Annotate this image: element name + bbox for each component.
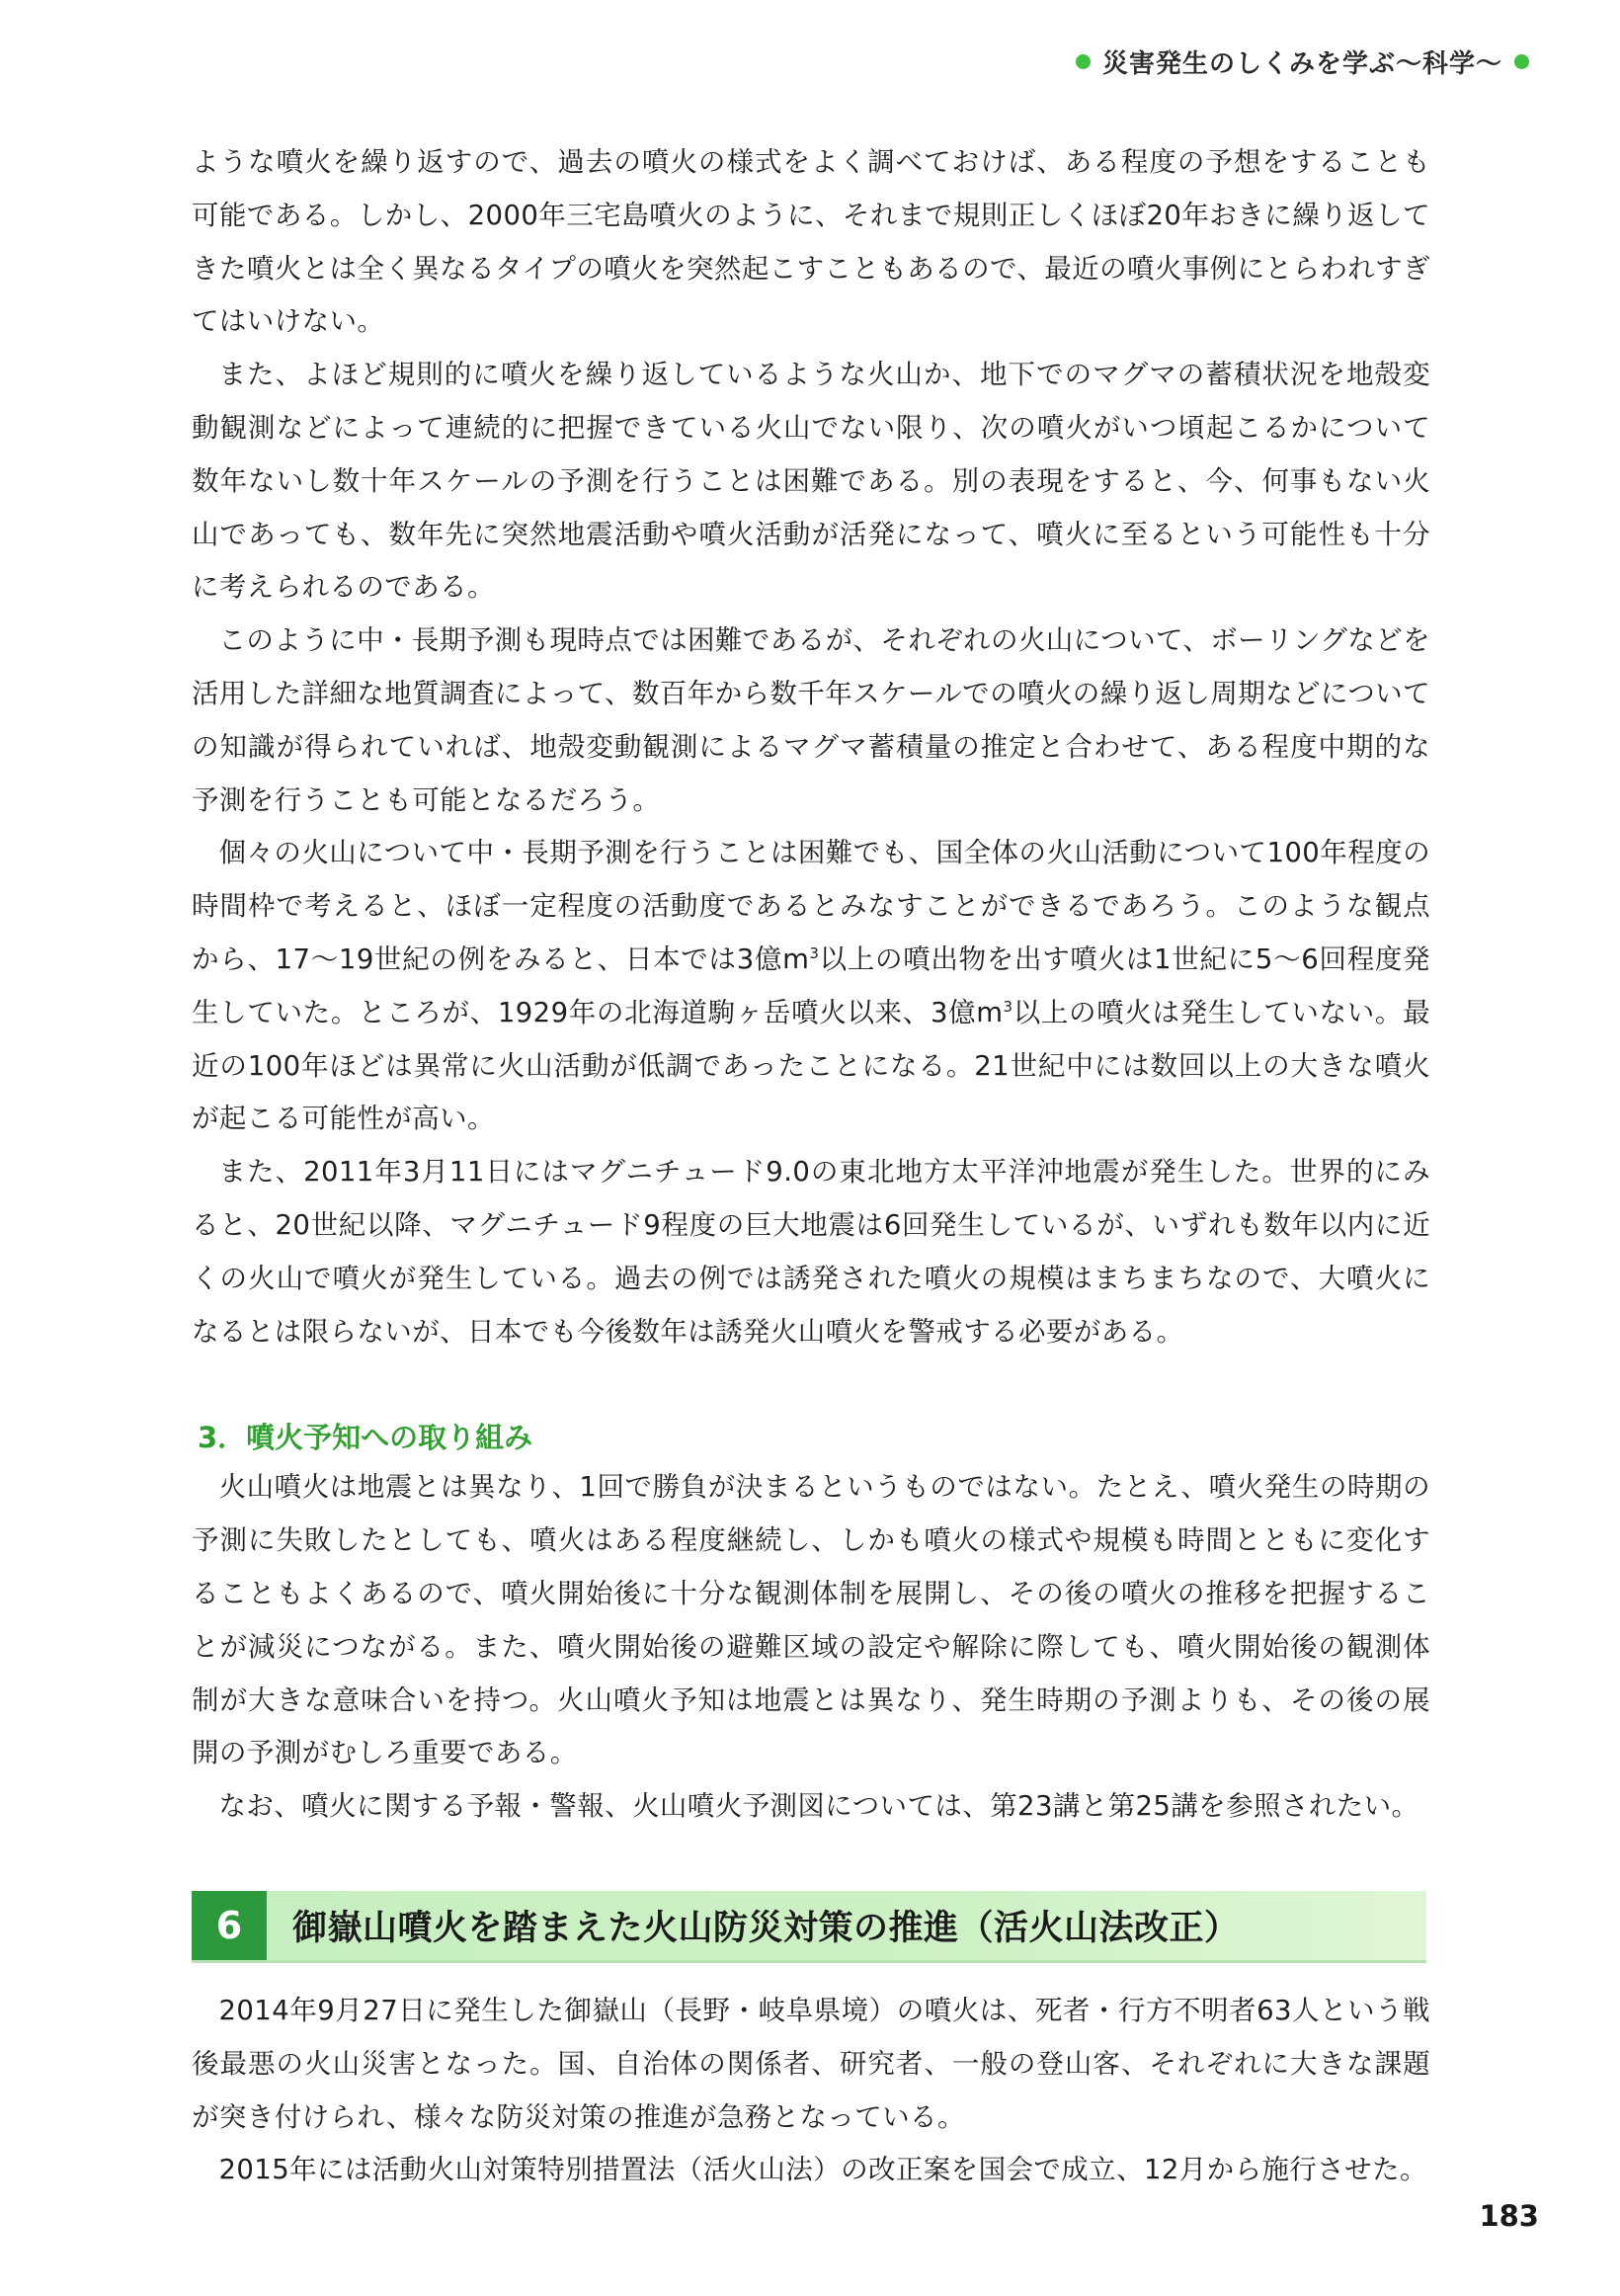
body-paragraph: 2014年9月27日に発生した御嶽山（長野・岐阜県境）の噴火は、死者・行方不明者63人という戦後最悪の火山災害となった。国、自治体の関係者、研究者、一般の登山客、それぞれに大きな課題が突き付けられ、様々な防災対策の推進が急務となっている。 (192, 1994, 1430, 2133)
subsection-heading: 3．噴火予知への取り組み (198, 1421, 533, 1455)
text-run: 以上の噴火は発生していない。最近の100年ほどは異常に火山活動が低調であったことになる。21世紀中には数回以上の大きな噴火が起こる可能性が高い。 (192, 996, 1430, 1135)
section-title: 御嶽山噴火を踏まえた火山防災対策の推進（活火山法改正） (292, 1908, 1240, 1948)
body-paragraph: また、2011年3月11日にはマグニチュード9.0の東北地方太平洋沖地震が発生した。世界的にみると、20世紀以降、マグニチュード9程度の巨大地震は6回発生しているが、いずれも数年以内に近くの火山で噴火が発生している。過去の例では誘発された噴火の規模はまちまちなので、大噴火になるとは限らないが、日本でも今後数年は誘発火山噴火を警戒する必要がある。 (192, 1156, 1430, 1348)
running-header (1076, 43, 1529, 80)
body-paragraph: ような噴火を繰り返すので、過去の噴火の様式をよく調べておけば、ある程度の予想をすることも可能である。しかし、2000年三宅島噴火のように、それまで規則正しくほぼ20年おきに繰り返してきた噴火とは全く異なるタイプの噴火を突然起こすこともあるので、最近の噴火事例にとらわれすぎてはいけない。 (192, 146, 1430, 338)
text-run: 以上の噴出物を出す噴火は1世紀に5～6回程度発生していた。ところが、1929年の北海道駒ヶ岳噴火以来、3億m (192, 943, 1431, 1028)
bullet-dot-icon (1076, 54, 1091, 69)
page-content (192, 136, 1430, 2197)
running-header-title: 災害発生のしくみを学ぶ～科学～ (1101, 49, 1502, 79)
bullet-dot-icon (1514, 54, 1529, 69)
body-paragraph: 火山噴火は地震とは異なり、1回で勝負が決まるというものではない。たとえ、噴火発生の時期の予測に失敗したとしても、噴火はある程度継続し、しかも噴火の様式や規模も時間とともに変化することもよくあるので、噴火開始後に十分な観測体制を展開し、その後の噴火の推移を把握することが減災につながる。また、噴火開始後の避難区域の設定や解除に際しても、噴火開始後の観測体制が大きな意味合いを持つ。火山噴火予知は地震とは異なり、発生時期の予測よりも、その後の展開の予測がむしろ重要である。 (192, 1471, 1430, 1769)
body-paragraph: 2015年には活動火山対策特別措置法（活火山法）の改正案を国会で成立、12月から施行させた。 (218, 2154, 1427, 2186)
body-paragraph-volume (192, 827, 1430, 1146)
page-number: 183 (1479, 2199, 1539, 2233)
superscript: 3 (1003, 997, 1013, 1016)
section-body (192, 1985, 1430, 2197)
subsection-body (192, 1461, 1430, 1834)
superscript: 3 (809, 943, 820, 962)
text-run: 個々の火山について中・長期予測を行うことは困難でも、国全体の火山活動について100年程度の時間枠で考えると、ほぼ一定程度の活動度であるとみなすことができるであろう。このような観点から、17～19世紀の例をみると、日本では3億m (192, 837, 1430, 975)
body-paragraph: なお、噴火に関する予報・警報、火山噴火予測図については、第23講と第25講を参照されたい。 (218, 1790, 1419, 1823)
section-number: 6 (192, 1891, 267, 1960)
body-paragraph: このように中・長期予測も現時点では困難であるが、それぞれの火山について、ボーリングなどを活用した詳細な地質調査によって、数百年から数千年スケールでの噴火の繰り返し周期などについての知識が得られていれば、地殻変動観測によるマグマ蓄積量の推定と合わせて、ある程度中期的な予測を行うことも可能となるだろう。 (192, 624, 1430, 816)
body-paragraph: また、よほど規則的に噴火を繰り返しているような火山か、地下でのマグマの蓄積状況を地殻変動観測などによって連続的に把握できている火山でない限り、次の噴火がいつ頃起こるかについて数年ないし数十年スケールの予測を行うことは困難である。別の表現をすると、今、何事もない火山であっても、数年先に突然地震活動や噴火活動が活発になって、噴火に至るという可能性も十分に考えられるのである。 (192, 359, 1430, 604)
section-heading-bar (192, 1891, 1426, 1963)
